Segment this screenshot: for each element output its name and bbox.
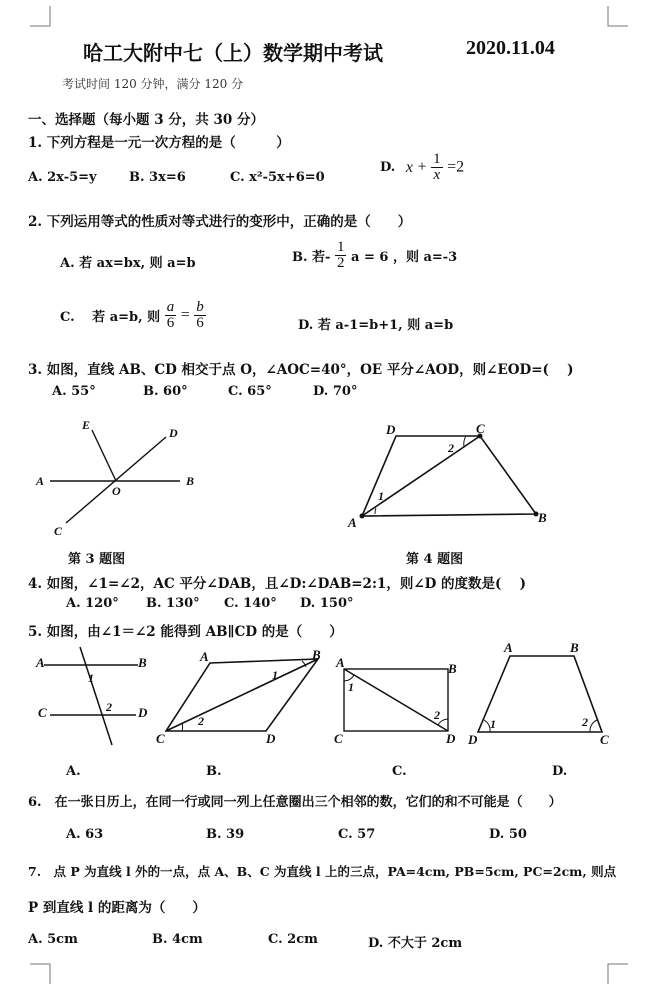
label-d: D [266,731,276,746]
question-1-option-d [380,152,464,183]
option-text: C. 若 a=b, 则 [60,310,161,325]
fraction-numerator: a [166,299,175,315]
angle-1-label: 1 [378,489,384,503]
fraction-denominator: 2 [336,255,345,271]
angle-2-label: 2 [448,441,454,455]
label-b: B [186,474,195,488]
label-a: A [36,655,45,670]
question-7-option-a: A. 5cm [28,932,78,947]
fraction [194,300,206,331]
figure-5a [30,645,160,750]
question-2-option-a: A. 若 ax=bx, 则 a=b [60,256,196,271]
question-4-option-a: A. 120° [66,596,119,611]
label-a: A [336,655,345,670]
label-c: C [476,421,485,436]
exam-info: 考试时间 120 分钟，满分 120 分 [62,77,244,91]
corner-mark-top-left [30,6,52,28]
label-d: D [138,705,148,720]
label-c: C [156,731,165,746]
label-a: A [200,649,209,664]
question-6-option-c: C. 57 [338,827,376,842]
corner-mark-bottom-left [30,962,52,984]
fraction [335,240,347,271]
question-7-option-b: B. 4cm [152,932,203,947]
fraction [165,300,177,331]
question-2-option-c [60,300,206,331]
question-2-stem: 2. 下列运用等式的性质对等式进行的变形中，正确的是（ ） [28,214,412,230]
question-3-option-c: C. 65° [228,384,272,399]
question-3-stem: 3. 如图，直线 AB、CD 相交于点 O，∠AOC=40°，OE 平分∠AOD，则∠EOD=( ) [28,362,574,378]
label-c: C [54,524,63,538]
exam-date: 2020.11.04 [466,37,555,59]
angle-2-label: 2 [198,714,204,728]
angle-2-arc [182,723,183,731]
angle-1-label: 1 [272,668,278,682]
question-4-option-d: D. 150° [300,596,354,611]
figure-4-caption: 第 4 题图 [406,552,464,567]
fraction-denominator: x [433,167,441,183]
label-e: E [82,418,91,432]
fraction-denominator: 6 [166,315,175,331]
question-4-option-b: B. 130° [146,596,200,611]
fraction [431,152,443,183]
math-rhs: =2 [447,158,465,176]
figure-5b [152,645,332,750]
figure-5c-caption: C. [392,764,407,779]
question-6-option-a: A. 63 [66,827,104,842]
corner-mark-top-right [606,6,628,28]
label-c: C [600,732,609,747]
label-d: D [169,426,178,440]
question-2-option-d: D. 若 a-1=b+1, 则 a=b [298,318,454,333]
angle-1-label: 1 [490,717,496,731]
question-7-stem-line-2: P 到直线 l 的距离为（ ） [28,900,206,916]
math-op: = [180,306,190,324]
fraction-numerator: b [196,299,204,315]
label-b: B [312,647,321,662]
angle-1-arc [375,508,376,514]
figure-5d-caption: D. [552,764,568,779]
math-var: x [405,158,413,176]
question-3-option-d: D. 70° [313,384,358,399]
question-4-stem: 4. 如图，∠1=∠2，AC 平分∠DAB，且∠D:∠DAB=2:1，则∠D 的度数是( ) [28,576,527,592]
corner-mark-bottom-right [606,962,628,984]
section-heading: 一、选择题（每小题 3 分，共 30 分） [28,112,264,128]
question-1-option-c: C. x²-5x+6=0 [230,170,325,185]
fraction-numerator: 1 [336,239,345,255]
label-c: C [334,731,343,746]
transversal [80,647,112,745]
label-d: D [446,731,456,746]
label-b: B [138,655,147,670]
label-o: O [112,484,121,498]
point-a [360,514,365,519]
question-6-stem: 6. 在一张日历上，在同一行或同一列上任意圈出三个相邻的数，它们的和不可能是（ ） [28,795,562,810]
question-3-option-b: B. 60° [143,384,188,399]
question-7-stem-line-1: 7. 点 P 为直线 l 外的一点，点 A、B、C 为直线 l 上的三点，PA=4cm, PB=5cm, PC=2cm, 则点 [28,864,617,879]
label-b: B [570,640,579,655]
label-b: B [538,510,547,525]
question-3-option-a: A. 55° [52,384,96,399]
question-4-option-c: C. 140° [224,596,277,611]
question-7-option-c: C. 2cm [268,932,318,947]
question-1-option-a: A. 2x-5=y [28,170,97,185]
label-c: C [38,705,47,720]
angle-1-label: 1 [88,671,94,685]
figure-3 [28,415,218,540]
angle-2-label: 2 [106,700,112,714]
question-1-option-b: B. 3x=6 [129,170,186,185]
question-7-option-d: D. 不大于 2cm [368,936,463,951]
question-6-option-d: D. 50 [489,827,527,842]
diagonal [344,669,448,731]
option-text: B. 若- [292,250,331,265]
figure-3-caption: 第 3 题图 [68,552,126,567]
math-op: + [417,158,427,176]
label-a: A [348,515,357,530]
figure-5d [464,640,624,750]
fraction-denominator: 6 [196,315,204,331]
question-5-stem: 5. 如图，由∠1＝∠2 能得到 AB∥CD 的是（ ） [28,624,343,640]
angle-1-label: 1 [348,680,354,694]
figure-5a-caption: A. [66,764,81,779]
label-a: A [504,640,513,655]
figure-5b-caption: B. [206,764,222,779]
fraction-numerator: 1 [433,151,441,167]
figure-4 [340,418,560,533]
option-text: a = 6 ，则 a=-3 [351,250,458,265]
label-d: D [386,422,396,437]
question-1-stem: 1. 下列方程是一元一次方程的是（ ） [28,135,290,151]
label-a: A [36,474,45,488]
question-2-option-b [292,240,457,271]
question-6-option-b: B. 39 [206,827,245,842]
angle-2-arc [590,720,597,732]
angle-2-label: 2 [434,708,440,722]
label-d: D [468,732,478,747]
label-b: B [448,661,457,676]
figure-5c [334,655,464,750]
option-label: D. [380,160,396,175]
angle-2-label: 2 [582,715,588,729]
ray-oe [92,430,116,481]
page-title: 哈工大附中七（上）数学期中考试 [83,41,383,65]
